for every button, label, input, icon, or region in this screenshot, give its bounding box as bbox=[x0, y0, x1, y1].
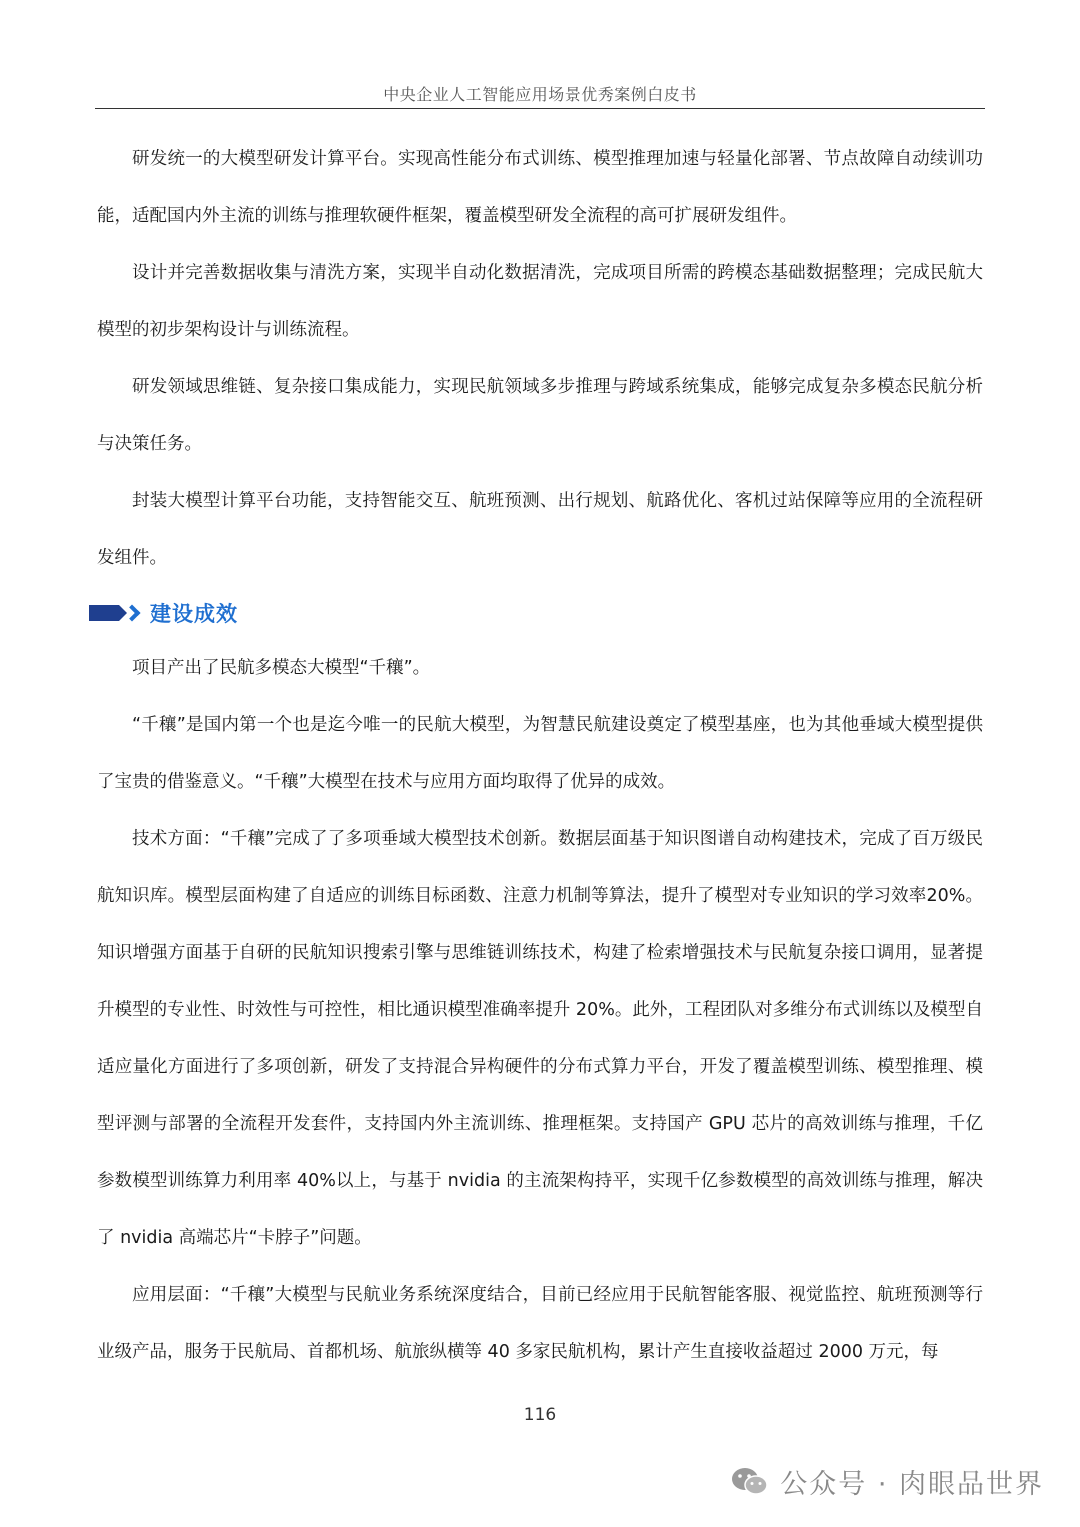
document-title: 中央企业人工智能应用场景优秀案例白皮书 bbox=[383, 85, 697, 104]
section-heading bbox=[89, 596, 238, 630]
paragraph: 项目产出了民航多模态大模型“千穰”。 bbox=[132, 658, 431, 678]
intro-section bbox=[97, 131, 983, 587]
watermark bbox=[730, 1462, 1044, 1501]
paragraph: 技术方面：“千穰”完成了了多项垂域大模型技术创新。数据层面基于知识图谱自动构建技术，完成了百万级民航知识库。模型层面构建了自适应的训练目标函数、注意力机制等算法，提升了模型对专业知识的学习效率20%。知识增强方面基于自研的民航知识搜索引擎与思维链训练技术，构建了检索增强技术与民航复杂接口调用，显著提升模型的专业性、时效性与可控性，相比通识模型准确率提升 20%。此外，工程团队对多维分布式训练以及模型自适应量化方面进行了多项创新，研发了支持混合异构硬件的分布式算力平台，开发了覆盖模型训练、模型推理、模型评测与部署的全流程开发套件，支持国内外主流训练、推理框架。支持国产 GPU 芯片的高效训练与推理，千亿参数模型训练算力利用率 40%以上，与基于 nvidia 的主流架构持平，实现千亿参数模型的高效训练与推理，解决了 nvidia 高端芯片“卡脖子”问题。 bbox=[97, 829, 983, 1248]
paragraph: “千穰”是国内第一个也是迄今唯一的民航大模型，为智慧民航建设奠定了模型基座，也为其他垂域大模型提供了宝贵的借鉴意义。“千穰”大模型在技术与应用方面均取得了优异的成效。 bbox=[97, 715, 983, 792]
paragraph: 应用层面：“千穰”大模型与民航业务系统深度结合，目前已经应用于民航智能客服、视觉监控、航班预测等行业级产品，服务于民航局、首都机场、航旅纵横等 40 多家民航机构，累计产生直接收益超过 2000 万元，每 bbox=[97, 1285, 983, 1362]
page-number: 116 bbox=[523, 1405, 557, 1425]
paragraph: 封装大模型计算平台功能，支持智能交互、航班预测、出行规划、航路优化、客机过站保障等应用的全流程研发组件。 bbox=[97, 491, 983, 568]
paragraph: 设计并完善数据收集与清洗方案，实现半自动化数据清洗，完成项目所需的跨模态基础数据整理；完成民航大模型的初步架构设计与训练流程。 bbox=[97, 263, 983, 340]
heading-bar-icon bbox=[89, 605, 119, 621]
watermark-text: 公众号 · 肉眼品世界 bbox=[780, 1469, 1044, 1500]
section-heading-text: 建设成效 bbox=[150, 602, 238, 626]
paragraph: 研发领域思维链、复杂接口集成能力，实现民航领域多步推理与跨域系统集成，能够完成复杂多模态民航分析与决策任务。 bbox=[97, 377, 983, 454]
results-section bbox=[97, 640, 983, 1381]
paragraph: 研发统一的大模型研发计算平台。实现高性能分布式训练、模型推理加速与轻量化部署、节点故障自动续训功能，适配国内外主流的训练与推理软硬件框架，覆盖模型研发全流程的高可扩展研发组件。 bbox=[97, 149, 983, 226]
page-header bbox=[95, 78, 985, 109]
wechat-icon bbox=[730, 1466, 770, 1498]
